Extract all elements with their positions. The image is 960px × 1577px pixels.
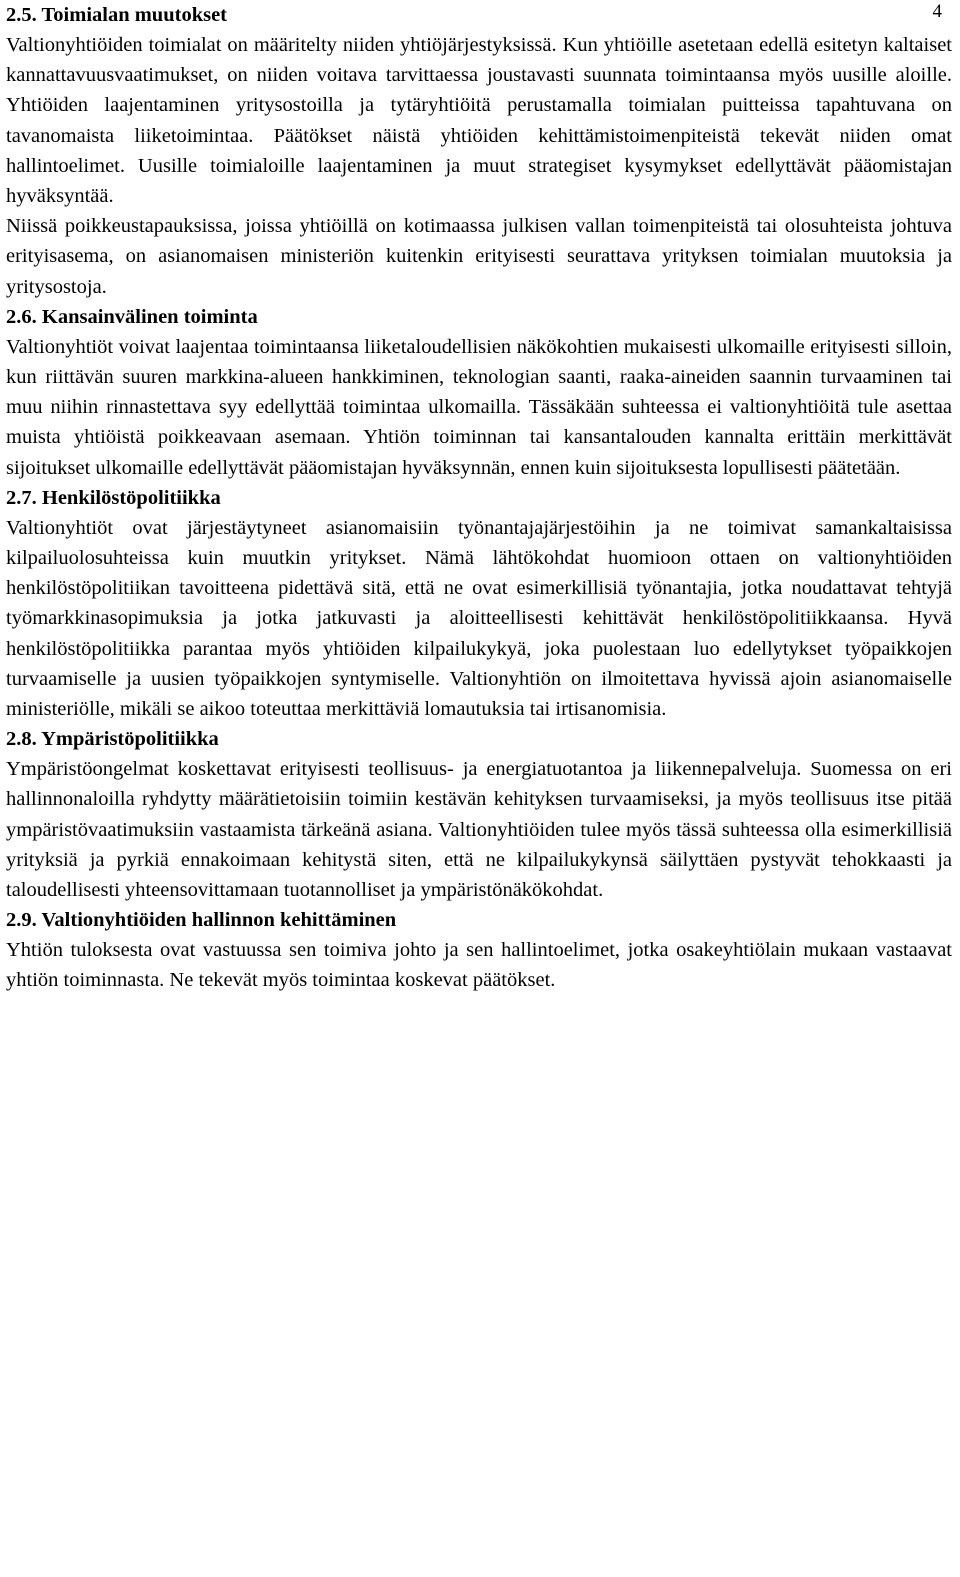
section-heading-kansainvalinen-toiminta: 2.6. Kansainvälinen toiminta bbox=[6, 305, 258, 328]
paragraph: Yhtiön tuloksesta ovat vastuussa sen toimiva johto ja sen hallintoelimet, jotka osakeyhtiölain mukaan vastaavat yhtiön toiminnasta. Ne tekevät myös toimintaa koskevat päätökset. bbox=[6, 939, 952, 992]
paragraph: Ympäristöongelmat koskettavat erityisesti teollisuus- ja energiatuotantoa ja liikennepalveluja. Suomessa on eri hallinnonaloilla ryhdytty määrätietoisiin toimiin kestävän kehityksen turvaamiseksi, ja myös teollisuus itse pitää ympäristövaatimuksiin vastaamista tärkeänä asiana. Valtionyhtiöiden tulee myös tässä suhteessa olla esimerkillisiä yrityksiä ja pyrkiä ennakoimaan kehitystä siten, että ne kilpailukykynsä säilyttäen pystyvät tehokkaasti ja taloudellisesti yhteensovittamaan tuotannolliset ja ympäristönäkökohdat. bbox=[6, 758, 952, 902]
section-heading-ymparistopolitiikka: 2.8. Ympäristöpolitiikka bbox=[6, 728, 219, 751]
paragraph: Valtionyhtiöiden toimialat on määritelty niiden yhtiöjärjestyksissä. Kun yhtiöille asetetaan edellä esitetyn kaltaiset kannattavuusvaatimukset, on niiden voitava tarvittaessa joustavasti suunnata toimintaansa myös uusille aloille. Yhtiöiden laajentaminen yritysostoilla ja tytäryhtiöitä perustamalla toimialan puitteissa tapahtuvana on tavanomaista liiketoimintaa. Päätökset näistä yhtiöiden kehittämistoimenpiteistä tekevät niiden omat hallintoelimet. Uusille toimialoille laajentaminen ja muut strategiset kysymykset edellyttävät pääomistajan hyväksyntää. bbox=[6, 34, 952, 208]
page-number: 4 bbox=[932, 1, 942, 22]
paragraph: Valtionyhtiöt ovat järjestäytyneet asianomaisiin työnantajajärjestöihin ja ne toimivat samankaltaisissa kilpailuolosuhteissa kuin muutkin yritykset. Nämä lähtökohdat huomioon ottaen on valtionyhtiöiden henkilöstöpolitiikan tavoitteena pidettävä sitä, että ne ovat esimerkillisiä työnantajia, jotka noudattavat tehtyjä työmarkkinasopimuksia ja jotka jatkuvasti ja aloitteellisesti kehittävät henkilöstöpolitiikkaansa. Hyvä henkilöstöpolitiikka parantaa myös yhtiöiden kilpailukykyä, joka puolestaan luo edellytykset työpaikkojen turvaamiselle ja uusien työpaikkojen syntymiselle. Valtionyhtiön on ilmoitettava hyvissä ajoin asianomaiselle ministeriölle, mikäli se aikoo toteuttaa merkittäviä lomautuksia tai irtisanomisia. bbox=[6, 516, 952, 721]
paragraph: Valtionyhtiöt voivat laajentaa toimintaansa liiketaloudellisien näkökohtien mukaisesti ulkomaille erityisesti silloin, kun riittävän suuren markkina-alueen hankkiminen, teknologian saanti, raaka-aineiden saannin turvaaminen tai muu niihin rinnastettava syy edellyttää toimintaa ulkomailla. Tässäkään suhteessa ei valtionyhtiöitä tule asettaa muista yhtiöistä poikkeavaan asemaan. Yhtiön toiminnan tai kansantalouden kannalta erittäin merkittävät sijoitukset ulkomaille edellyttävät pääomistajan hyväksynnän, ennen kuin sijoituksesta lopullisesti päätetään. bbox=[6, 335, 952, 479]
document-page bbox=[6, 0, 952, 996]
paragraph: Niissä poikkeustapauksissa, joissa yhtiöillä on kotimaassa julkisen vallan toimenpiteistä tai olosuhteista johtuva erityisasema, on asianomaisen ministeriön kuitenkin erityisesti seurattava yrityksen toimialan muutoksia ja yritysostoja. bbox=[6, 215, 952, 298]
section-heading-henkilostopolitiikka: 2.7. Henkilöstöpolitiikka bbox=[6, 486, 221, 509]
section-heading-toimialan-muutokset: 2.5. Toimialan muutokset bbox=[6, 4, 227, 26]
section-heading-hallinnon-kehittaminen: 2.9. Valtionyhtiöiden hallinnon kehittäminen bbox=[6, 909, 397, 932]
